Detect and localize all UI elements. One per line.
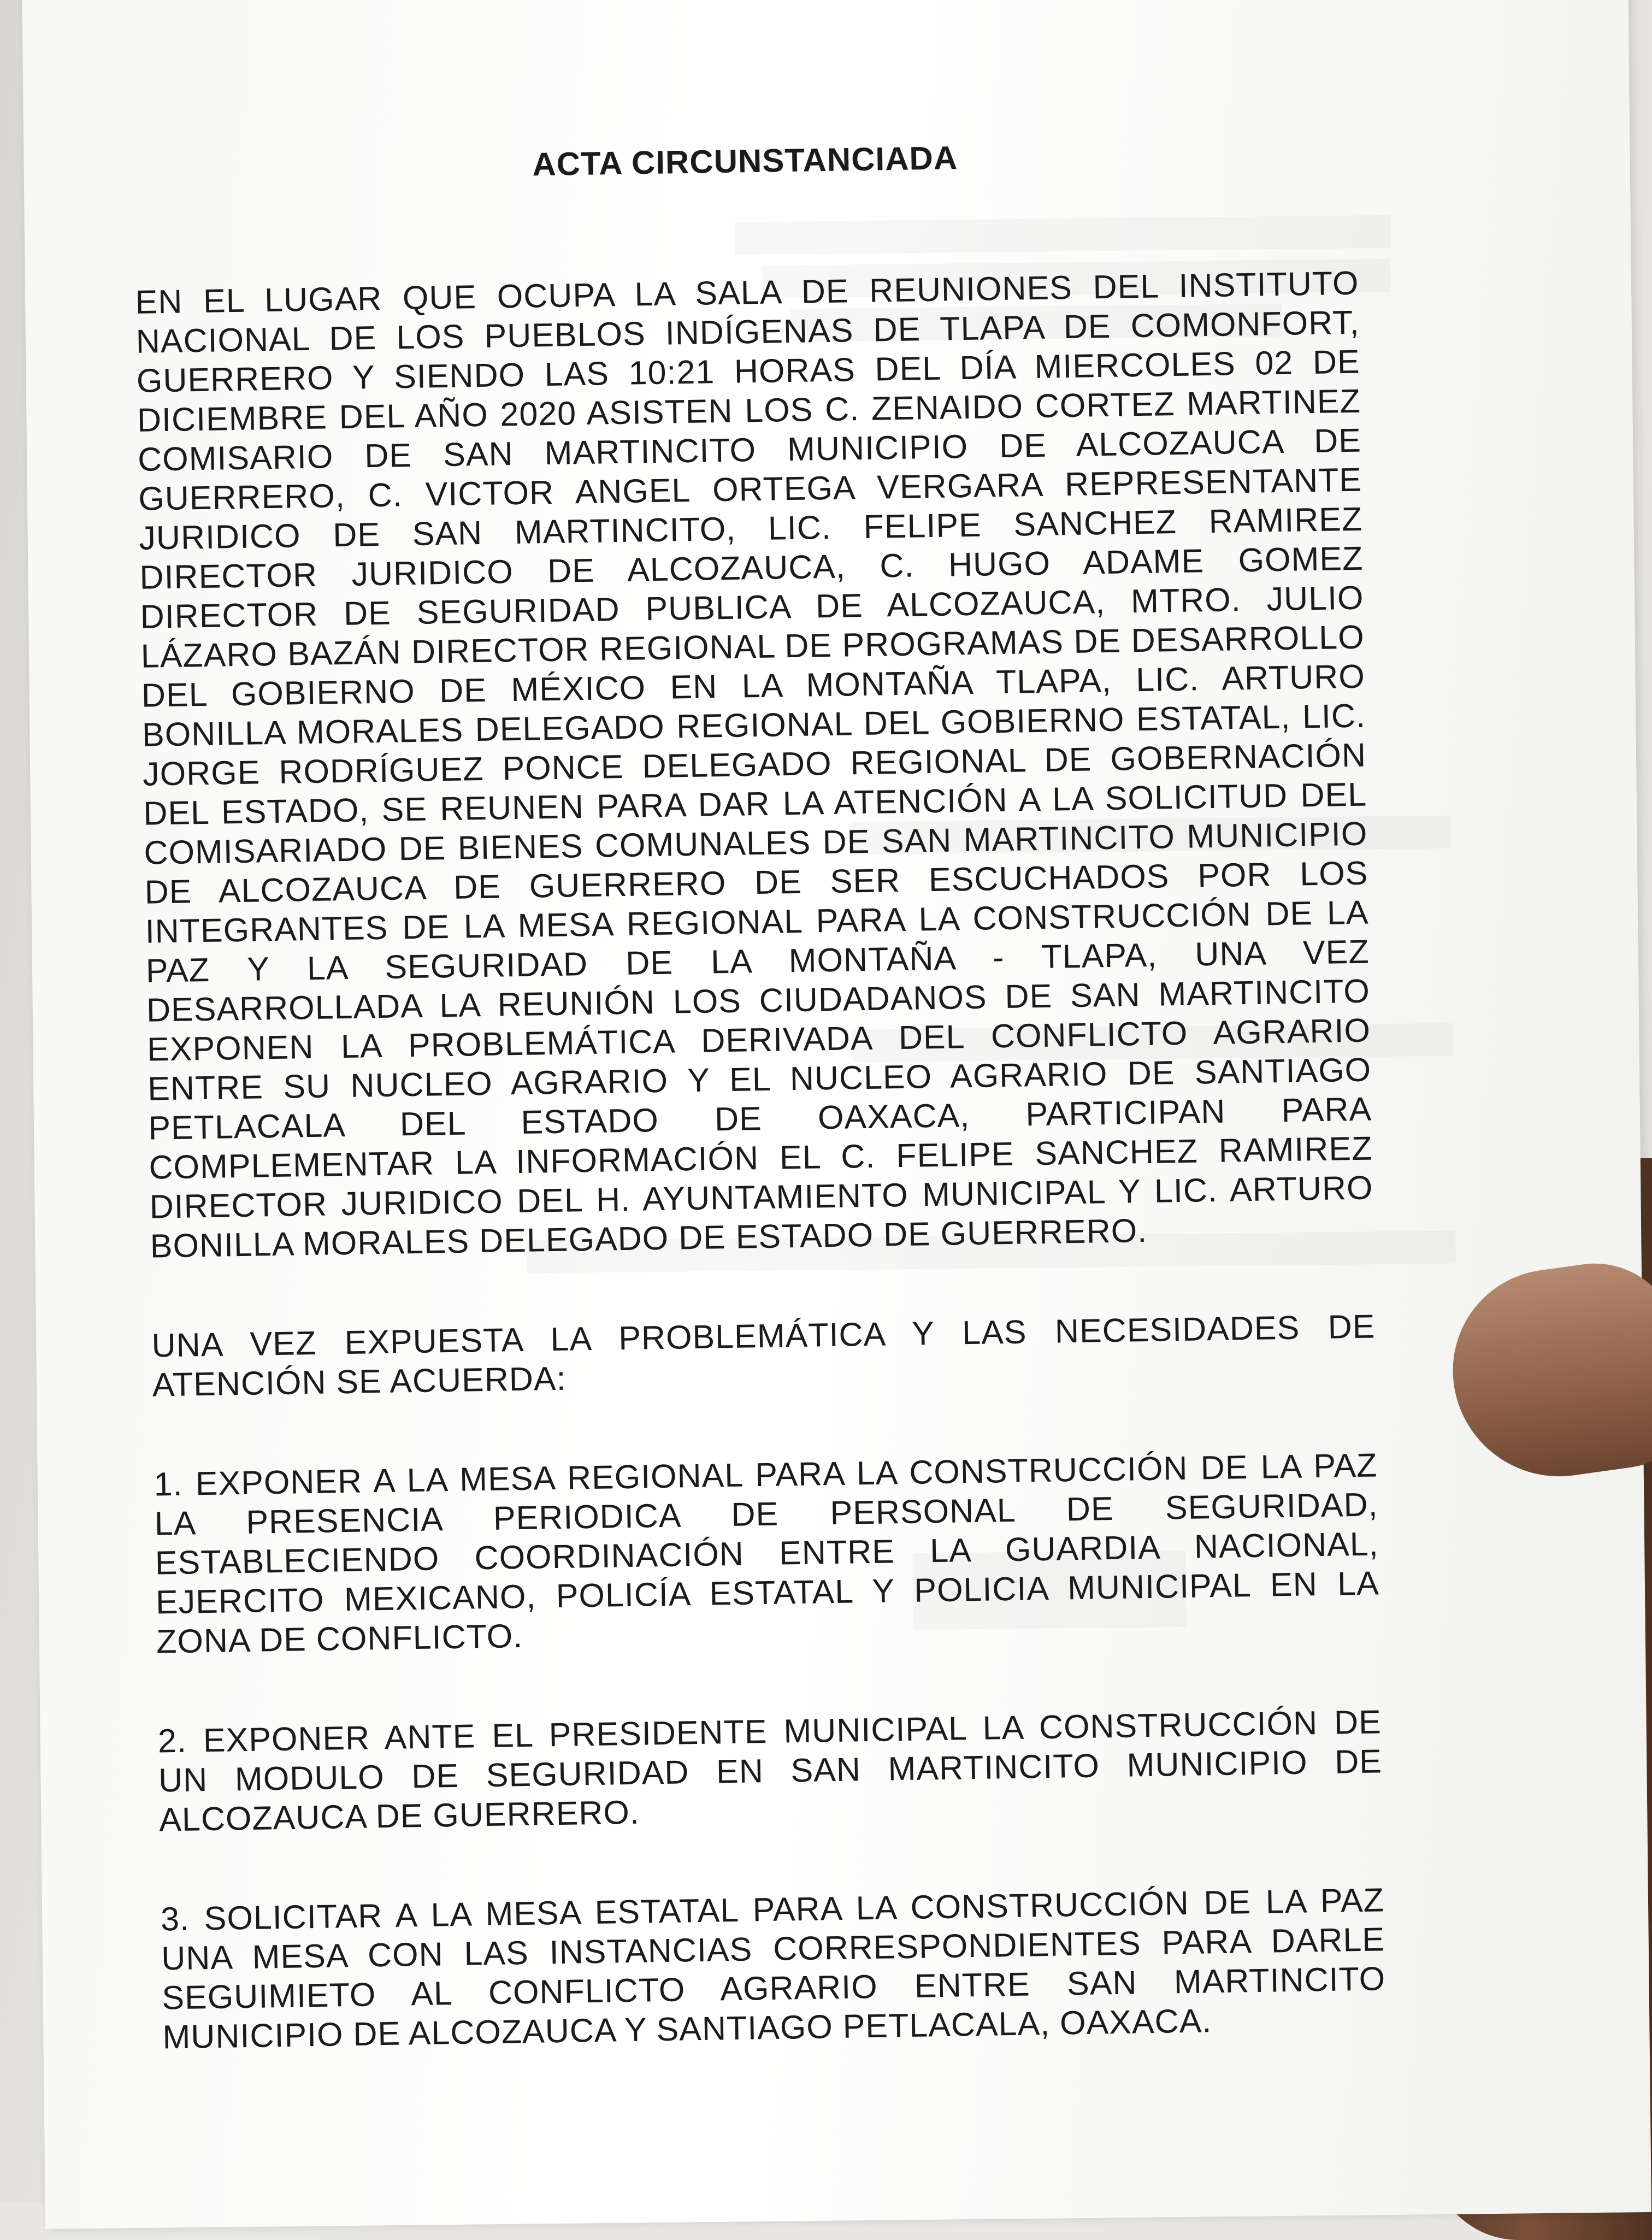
agreement-item-2: 2. EXPONER ANTE EL PRESIDENTE MUNICIPAL LA CONSTRUCCIÓN DE UN MODULO DE SEGURIDAD EN SAN MARTINCITO MUNICIPIO DE ALCOZAUCA DE GUERRERO. bbox=[157, 1703, 1383, 1838]
intro-paragraph: EN EL LUGAR QUE OCUPA LA SALA DE REUNIONES DEL INSTITUTO NACIONAL DE LOS PUEBLOS INDÍGENAS DE TLAPA DE COMONFORT, GUERRERO Y SIENDO LAS 10:21 HORAS DEL DÍA MIERCOLES 02 DE DICIEMBRE DEL AÑO 2020 ASISTEN LOS C. ZENAIDO CORTEZ MARTINEZ COMISARIO DE SAN MARTINCITO MUNICIPIO DE ALCOZAUCA DE GUERRERO, C. VICTOR ANGEL ORTEGA VERGARA REPRESENTANTE JURIDICO DE SAN MARTINCITO, LIC. FELIPE SANCHEZ RAMIREZ DIRECTOR JURIDICO DE ALCOZAUCA, C. HUGO ADAME GOMEZ DIRECTOR DE SEGURIDAD PUBLICA DE ALCOZAUCA, MTRO. JULIO LÁZARO BAZÁN DIRECTOR REGIONAL DE PROGRAMAS DE DESARROLLO DEL GOBIERNO DE MÉXICO EN LA MONTAÑA TLAPA, LIC. ARTURO BONILLA MORALES DELEGADO REGIONAL DEL GOBIERNO ESTATAL, LIC. JORGE RODRÍGUEZ PONCE DELEGADO REGIONAL DE GOBERNACIÓN DEL ESTADO, SE REUNEN PARA DAR LA ATENCIÓN A LA SOLICITUD DEL COMISARIADO DE BIENES COMUNALES DE SAN MARTINCITO MUNICIPIO DE ALCOZAUCA DE GUERRERO DE SER ESCUCHADOS POR LOS INTEGRANTES DE LA MESA REGIONAL PARA LA CONSTRUCCIÓN DE LA PAZ Y LA SEGURIDAD DE LA MONTAÑA - TLAPA, UNA VEZ DESARROLLADA LA REUNIÓN LOS CIUDADANOS DE SAN MARTINCITO EXPONEN LA PROBLEMÁTICA DERIVADA DEL CONFLICTO AGRARIO ENTRE SU NUCLEO AGRARIO Y EL NUCLEO AGRARIO DE SANTIAGO PETLACALA DEL ESTADO DE OAXACA, PARTICIPAN PARA COMPLEMENTAR LA INFORMACIÓN EL C. FELIPE SANCHEZ RAMIREZ DIRECTOR JURIDICO DEL H. AYUNTAMIENTO MUNICIPAL Y LIC. ARTURO BONILLA MORALES DELEGADO DE ESTADO DE GUERRERO. bbox=[135, 264, 1373, 1265]
agreement-item-3: 3. SOLICITAR A LA MESA ESTATAL PARA LA CONSTRUCCIÓN DE LA PAZ UNA MESA CON LAS INSTANCIAS CORRESPONDIENTES PARA DARLE SEGUIMIETO AL CONFLICTO AGRARIO ENTRE SAN MARTINCITO MUNICIPIO DE ALCOZAUCA Y SANTIAGO PETLACALA, OAXACA. bbox=[160, 1881, 1386, 2056]
agreements-lead: UNA VEZ EXPUESTA LA PROBLEMÁTICA Y LAS NECESIDADES DE ATENCIÓN SE ACUERDA: bbox=[151, 1307, 1376, 1404]
agreement-item-1: 1. EXPONER A LA MESA REGIONAL PARA LA CONSTRUCCIÓN DE LA PAZ LA PRESENCIA PERIODICA DE PERSONAL DE SEGURIDAD, ESTABLECIENDO COORDINACIÓN ENTRE LA GUARDIA NACIONAL, EJERCITO MEXICANO, POLICÍA ESTATAL Y POLICIA MUNICIPAL EN LA ZONA DE CONFLICTO. bbox=[154, 1446, 1380, 1660]
document-body bbox=[133, 133, 1387, 2117]
paper-sheet bbox=[22, 0, 1651, 2229]
document-title: ACTA CIRCUNSTANCIADA bbox=[532, 139, 958, 183]
